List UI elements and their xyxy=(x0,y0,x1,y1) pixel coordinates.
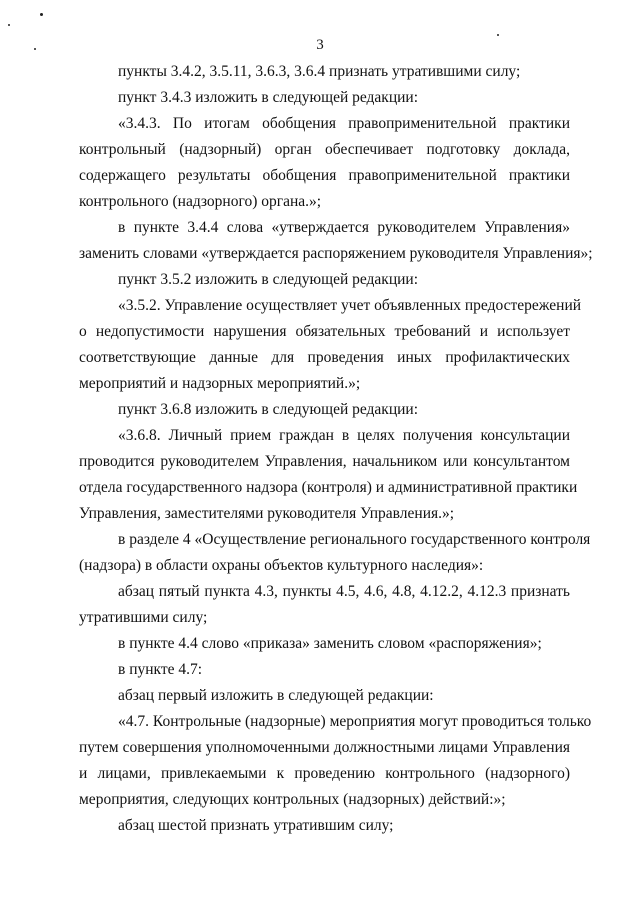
text-line: абзац пятый пункта 4.3, пункты 4.5, 4.6, 4.8, 4.12.2, 4.12.3 признать xyxy=(118,583,570,600)
text-line: пункт 3.4.3 изложить в следующей редакции: xyxy=(118,89,419,106)
text-line: соответствующие данные для проведения иных профилактических xyxy=(79,349,570,366)
scan-speck xyxy=(40,13,43,16)
scan-speck xyxy=(34,48,36,50)
text-line: путем совершения уполномоченными должностными лицами Управления xyxy=(79,739,570,756)
text-line: мероприятий и надзорных мероприятий.»; xyxy=(79,375,361,392)
text-line: в пункте 4.4 слово «приказа» заменить словом «распоряжения»; xyxy=(118,635,542,652)
text-line: утратившими силу; xyxy=(79,609,208,626)
text-line: (надзора) в области охраны объектов культурного наследия»: xyxy=(79,557,484,574)
page-number: 3 xyxy=(316,37,324,53)
text-line: «3.4.3. По итогам обобщения правоприменительной практики xyxy=(118,115,570,132)
text-line: абзац первый изложить в следующей редакции: xyxy=(118,687,434,704)
text-line: мероприятия, следующих контрольных (надзорных) действий:»; xyxy=(79,791,506,808)
text-line: Управления, заместителями руководителя Управления.»; xyxy=(79,505,455,522)
text-line: проводится руководителем Управления, начальником или консультантом xyxy=(79,453,570,470)
text-line: содержащего результаты обобщения правоприменительной практики xyxy=(79,167,570,184)
text-line: в пункте 4.7: xyxy=(118,661,203,678)
scan-speck xyxy=(497,34,499,36)
text-line: абзац шестой признать утратившим силу; xyxy=(118,817,394,834)
text-line: в пункте 3.4.4 слова «утверждается руководителем Управления» xyxy=(118,219,570,236)
text-line: пункт 3.5.2 изложить в следующей редакции: xyxy=(118,271,419,288)
text-line: пункт 3.6.8 изложить в следующей редакции: xyxy=(118,401,419,418)
text-line: контрольный (надзорный) орган обеспечивает подготовку доклада, xyxy=(79,141,570,158)
scan-speck xyxy=(8,24,10,26)
text-line: «3.5.2. Управление осуществляет учет объявленных предостережений xyxy=(118,297,582,314)
text-line: пункты 3.4.2, 3.5.11, 3.6.3, 3.6.4 признать утратившими силу; xyxy=(118,63,521,80)
text-line: заменить словами «утверждается распоряжением руководителя Управления»; xyxy=(79,245,593,262)
text-line: «4.7. Контрольные (надзорные) мероприятия могут проводиться только xyxy=(118,713,592,730)
text-line: контрольного (надзорного) органа.»; xyxy=(79,193,322,210)
text-line: «3.6.8. Личный прием граждан в целях получения консультации xyxy=(118,427,570,444)
text-line: и лицами, привлекаемыми к проведению контрольного (надзорного) xyxy=(79,765,570,782)
text-line: о недопустимости нарушения обязательных требований и использует xyxy=(79,323,570,340)
text-line: отдела государственного надзора (контроля) и административной практики xyxy=(79,479,578,496)
text-line: в разделе 4 «Осуществление регионального государственного контроля xyxy=(118,531,591,548)
